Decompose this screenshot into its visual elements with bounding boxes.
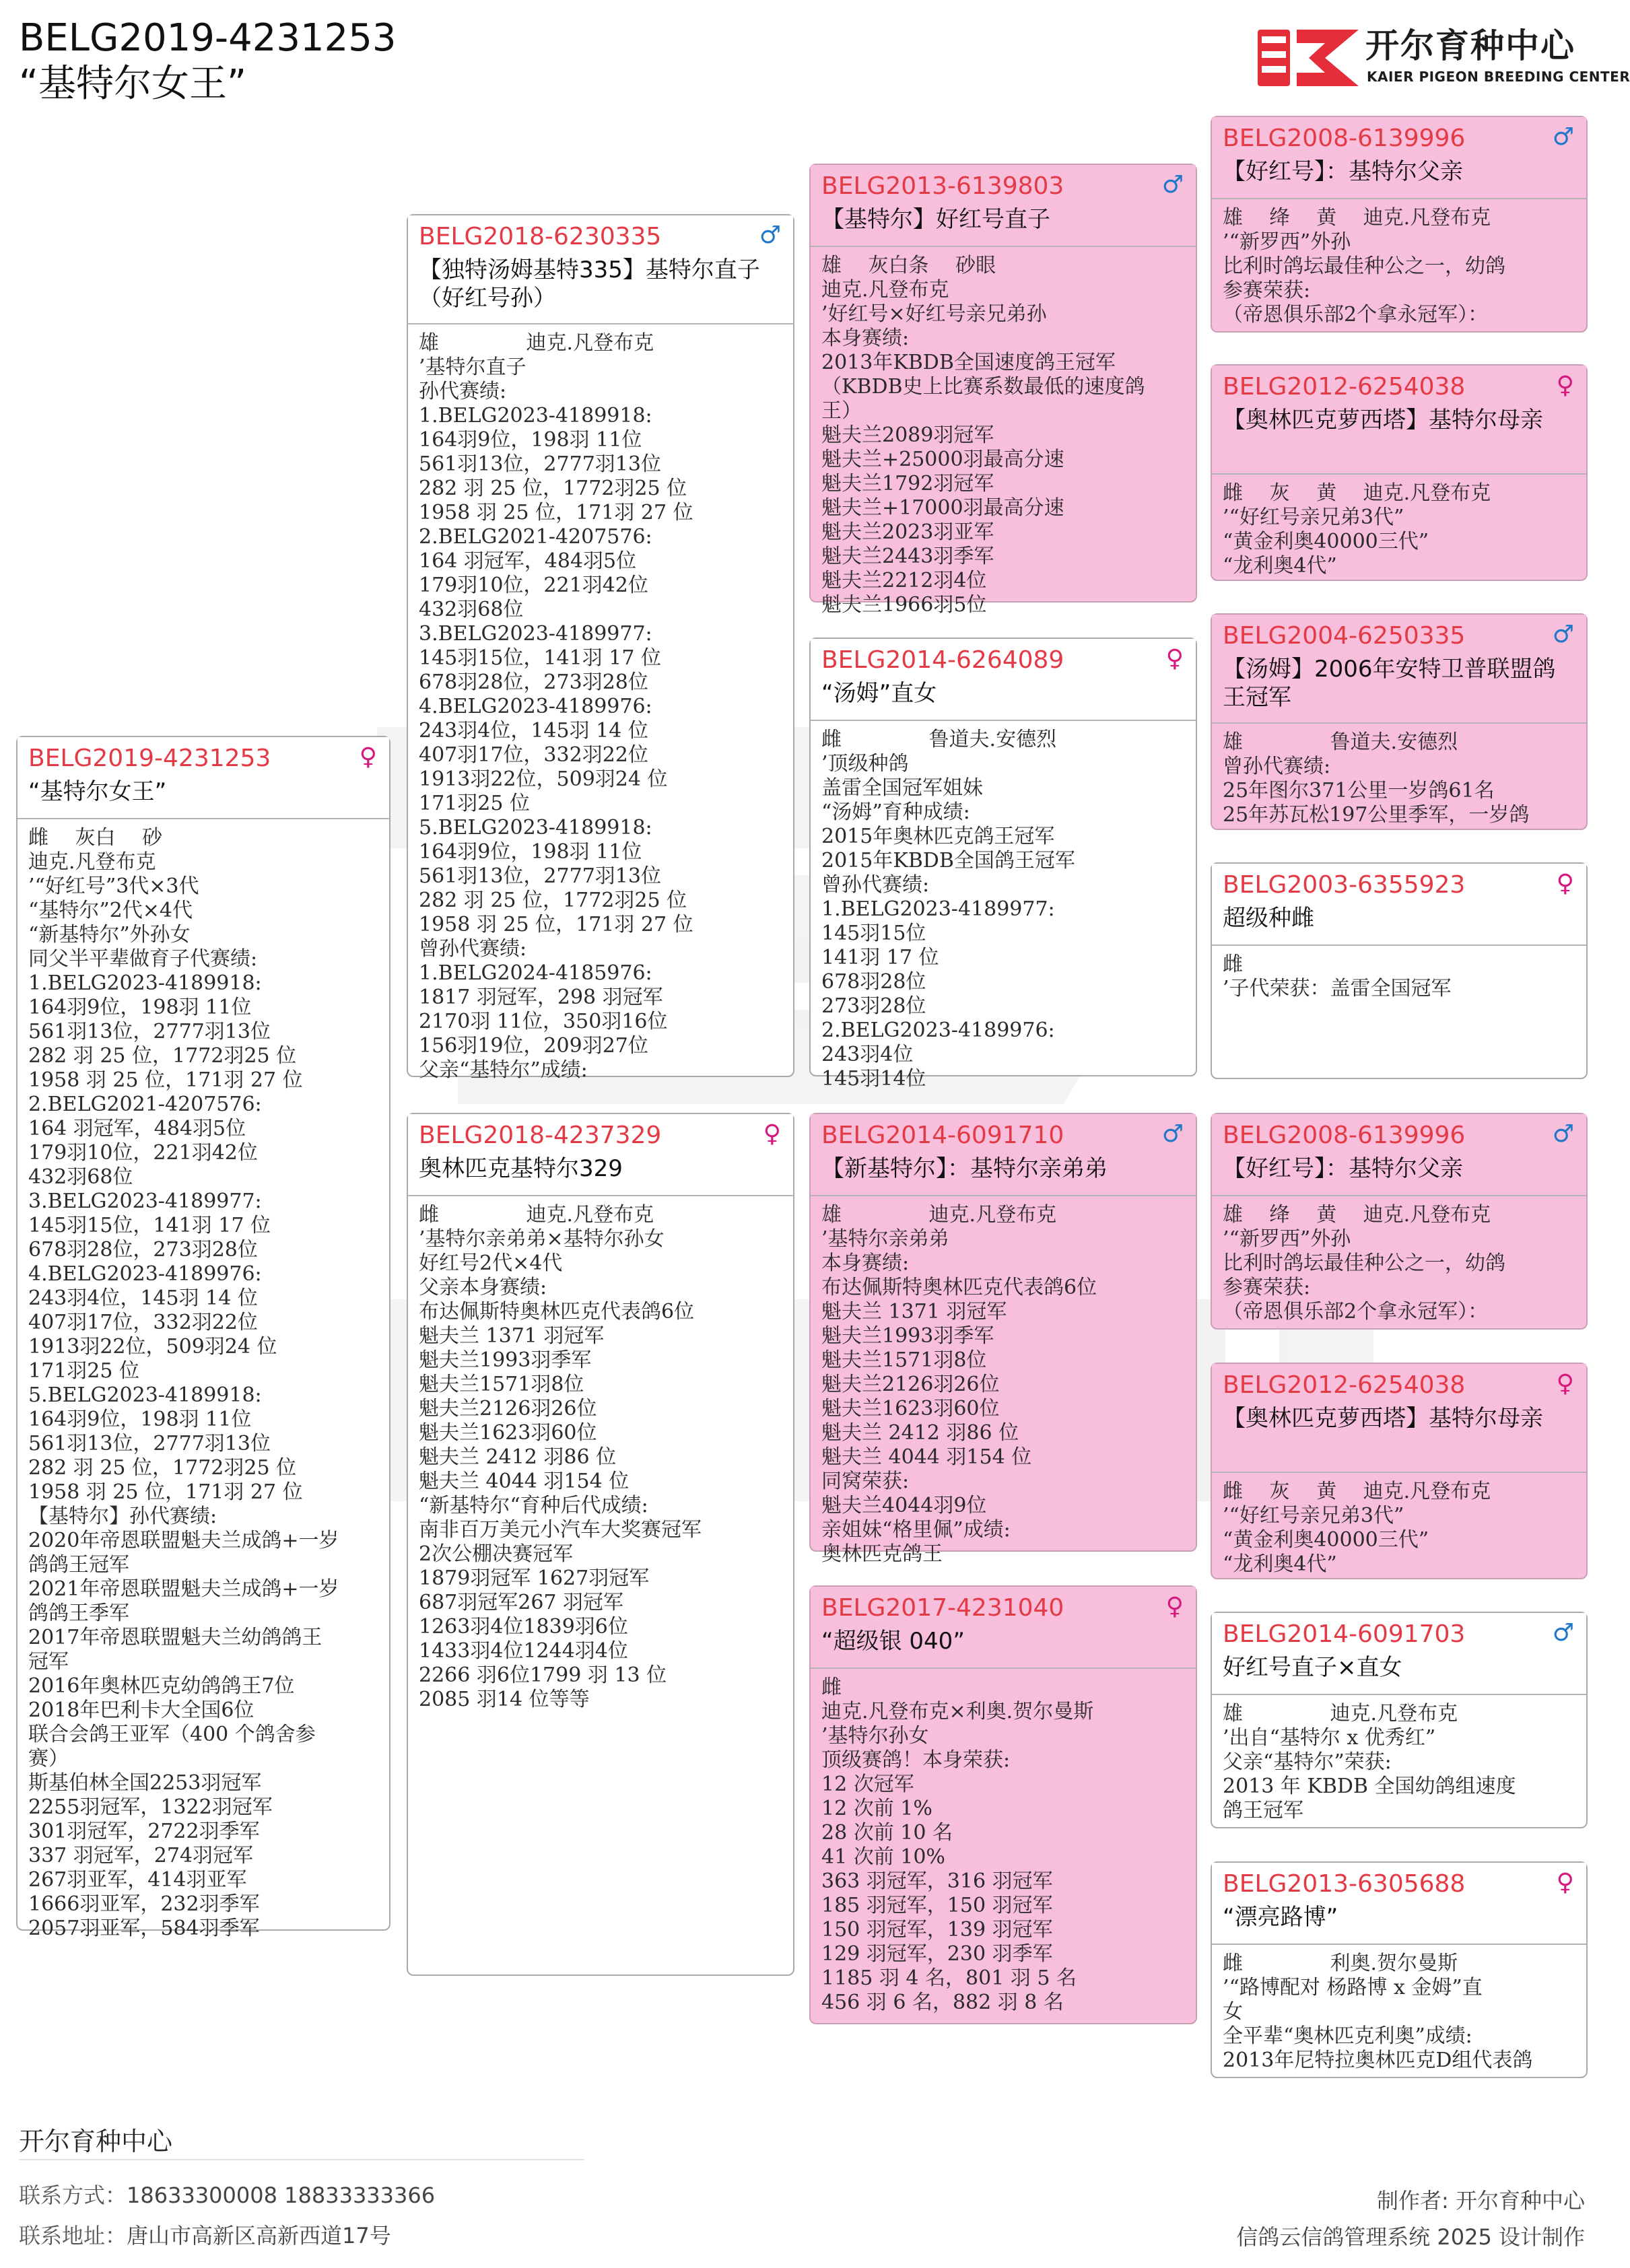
card-line: 参赛荣获: xyxy=(1223,279,1311,302)
card-line: 2255羽冠军，1322羽冠军 xyxy=(28,1795,273,1819)
card-line: 145羽15位，141羽 17 位 xyxy=(419,646,661,670)
card-line: 4.BELG2023-4189976: xyxy=(419,695,652,718)
card-body xyxy=(18,819,389,1940)
card-header xyxy=(1212,1114,1586,1196)
card-line: 雌 灰白 砂 xyxy=(28,826,163,850)
card-line: “龙利奥4代” xyxy=(1223,1552,1337,1576)
card-line: 171羽25 位 xyxy=(419,792,530,815)
card-line: “汤姆”育种成绩: xyxy=(821,800,970,824)
card-line: 赛） xyxy=(28,1747,69,1771)
card-line: 曾孙代赛绩: xyxy=(419,937,527,961)
sire-dam-sire-card[interactable] xyxy=(1211,613,1588,830)
card-line: 迪克.凡登布克 xyxy=(821,278,949,302)
card-line: 魁夫兰1571羽8位 xyxy=(821,1348,987,1372)
card-line: 鸽王冠军 xyxy=(1223,1799,1303,1822)
pigeon-title: “汤姆”直女 xyxy=(821,680,937,707)
pigeon-title: 【奥林匹克萝西塔】基特尔母亲 xyxy=(1223,1405,1543,1432)
card-line: 雄 迪克.凡登布克 xyxy=(821,1203,1057,1227)
dam-sire-sire-card[interactable] xyxy=(1211,1113,1588,1330)
card-line: 561羽13位，2777羽13位 xyxy=(419,452,661,476)
card-body xyxy=(1212,475,1586,580)
card-line: 王） xyxy=(821,399,862,423)
female-icon: ♀ xyxy=(1165,645,1184,673)
sire-sire-sire-card[interactable] xyxy=(1211,116,1588,333)
card-line: 1879羽冠军 1627羽冠军 xyxy=(419,1567,650,1590)
card-line: 曾孙代赛绩: xyxy=(821,873,930,897)
female-icon: ♀ xyxy=(1556,870,1574,897)
ring-number: BELG2017-4231040 xyxy=(821,1594,1064,1622)
card-line: 比利时鸽坛最佳种公之一，幼鸽 xyxy=(1223,254,1505,278)
card-line: ’“路博配对 杨路博 x 金姆”直 xyxy=(1223,1976,1483,1999)
card-line: 2266 羽6位1799 羽 13 位 xyxy=(419,1663,667,1687)
card-line: 2015年KBDB全国鸽王冠军 xyxy=(821,849,1075,872)
card-line: 282 羽 25 位，1772羽25 位 xyxy=(28,1456,297,1480)
card-header xyxy=(811,1587,1196,1669)
card-line: 164羽9位，198羽 11位 xyxy=(419,428,642,452)
card-body xyxy=(1212,1695,1586,1827)
card-line: 魁夫兰1571羽8位 xyxy=(419,1373,584,1396)
card-line: 561羽13位，2777羽13位 xyxy=(28,1432,271,1455)
footer-system: 信鸽云信鸽管理系统 2025 设计制作 xyxy=(1236,2224,1585,2250)
ring-number: BELG2012-6254038 xyxy=(1223,1371,1466,1399)
card-line: ’基特尔孙女 xyxy=(821,1724,929,1748)
card-line: 2016年奥林匹克幼鸽鸽王7位 xyxy=(28,1674,295,1698)
card-line: 150 羽冠军，139 羽冠军 xyxy=(821,1918,1053,1941)
card-line: 2次公棚决赛冠军 xyxy=(419,1542,574,1566)
card-line: 雄 绛 黄 迪克.凡登布克 xyxy=(1223,1203,1491,1227)
card-line: 2013年尼特拉奥林匹克D组代表鸽 xyxy=(1223,2049,1533,2072)
card-line: 1.BELG2024-4185976: xyxy=(419,961,652,985)
card-body xyxy=(408,324,793,1082)
card-line: 顶级赛鸽！本身荣获: xyxy=(821,1748,1011,1772)
card-line: “基特尔”2代×4代 xyxy=(28,899,193,922)
pigeon-title: 【好红号】：基特尔父亲 xyxy=(1223,1155,1463,1182)
card-line: 2.BELG2023-4189976: xyxy=(821,1019,1055,1042)
card-line: 561羽13位，2777羽13位 xyxy=(419,864,661,888)
card-line: 3.BELG2023-4189977: xyxy=(419,622,652,646)
ring-number: BELG2008-6139996 xyxy=(1223,1122,1466,1149)
card-line: 曾孙代赛绩: xyxy=(1223,755,1331,778)
card-line: ’基特尔亲弟弟 xyxy=(821,1227,949,1251)
card-header xyxy=(1212,1863,1586,1945)
card-line: 5.BELG2023-4189918: xyxy=(419,816,652,839)
ring-number: BELG2008-6139996 xyxy=(1223,125,1466,152)
footer-maker: 制作者: 开尔育种中心 xyxy=(1377,2188,1585,2213)
card-line: 432羽68位 xyxy=(419,598,524,621)
card-line: 2018年巴利卡大全国6位 xyxy=(28,1698,254,1722)
male-icon: ♂ xyxy=(1552,1619,1574,1647)
pigeon-title: 【独特汤姆基特335】基特尔直子（好红号孙） xyxy=(419,256,760,312)
card-body xyxy=(811,1196,1196,1566)
card-line: 魁夫兰4044羽9位 xyxy=(821,1494,987,1517)
pigeon-title: 【好红号】：基特尔父亲 xyxy=(1223,158,1463,185)
dam-dam-dam-card[interactable] xyxy=(1211,1861,1588,2078)
card-line: 1433羽4位1244羽4位 xyxy=(419,1639,628,1663)
card-line: 父亲本身赛绩: xyxy=(419,1276,547,1299)
card-line: 2057羽亚军，584羽季军 xyxy=(28,1917,260,1940)
card-line: 同父半平辈做育子代赛绩: xyxy=(28,947,258,971)
card-line: 魁夫兰1623羽60位 xyxy=(419,1421,597,1445)
card-line: （帝恩俱乐部2个拿永冠军）： xyxy=(1223,303,1489,327)
female-icon: ♀ xyxy=(763,1120,781,1148)
card-line: 2.BELG2021-4207576: xyxy=(419,525,652,549)
male-icon: ♂ xyxy=(759,221,781,249)
page-pigeon-name: “基特尔女王” xyxy=(19,62,247,106)
brand-logo-english: KAIER PIGEON BREEDING CENTER xyxy=(1367,69,1630,85)
card-line: 联合会鸽王亚军（400 个鸽舍参 xyxy=(28,1723,316,1746)
card-line: 魁夫兰2126羽26位 xyxy=(419,1397,597,1420)
card-header xyxy=(1212,615,1586,724)
card-header xyxy=(1212,1613,1586,1695)
card-body xyxy=(1212,946,1586,1078)
card-line: 魁夫兰2023羽亚军 xyxy=(821,520,994,544)
sire-sire-card[interactable] xyxy=(809,164,1197,617)
ring-number: BELG2004-6250335 xyxy=(1223,622,1466,650)
card-line: 432羽68位 xyxy=(28,1165,133,1189)
card-line: 273羽28位 xyxy=(821,994,926,1018)
male-icon: ♂ xyxy=(1552,1120,1574,1148)
card-line: 魁夫兰+17000羽最高分速 xyxy=(821,496,1064,520)
card-line: 鸽鸽王冠军 xyxy=(28,1553,129,1577)
card-line: 129 羽冠军，230 羽季军 xyxy=(821,1942,1053,1966)
dam-sire-card[interactable] xyxy=(809,1113,1197,1566)
card-line: 145羽15位 xyxy=(821,922,926,945)
card-line: 雄 灰白条 砂眼 xyxy=(821,254,996,277)
footer-divider xyxy=(19,2159,584,2160)
card-line: 父亲“基特尔”成绩: xyxy=(419,1058,588,1082)
card-line: 179羽10位，221羽42位 xyxy=(419,574,648,597)
dam-dam-card[interactable] xyxy=(809,1585,1197,2024)
card-line: 魁夫兰 4044 羽154 位 xyxy=(821,1445,1032,1469)
card-line: 456 羽 6 名，882 羽 8 名 xyxy=(821,1991,1064,2014)
card-line: ’“新罗西”外孙 xyxy=(1223,1227,1351,1251)
card-line: 2013 年 KBDB 全国幼鸽组速度 xyxy=(1223,1775,1516,1798)
sire-dam-card[interactable] xyxy=(809,638,1197,1091)
card-line: （KBDB史上比赛系数最低的速度鸽 xyxy=(821,375,1145,399)
pigeon-title: “漂亮路博” xyxy=(1223,1904,1338,1931)
card-line: ’“好红号亲兄弟3代” xyxy=(1223,1504,1404,1527)
card-line: 魁夫兰2212羽4位 xyxy=(821,569,987,592)
card-line: 407羽17位，332羽22位 xyxy=(28,1311,258,1334)
card-line: 雌 迪克.凡登布克 xyxy=(419,1203,654,1227)
female-icon: ♀ xyxy=(1556,372,1574,399)
contact-label: 联系方式： xyxy=(19,2183,127,2208)
card-line: 185 羽冠军，150 羽冠军 xyxy=(821,1894,1053,1917)
card-line: 2021年帝恩联盟魁夫兰成鸽+一岁 xyxy=(28,1577,339,1601)
card-body xyxy=(811,247,1196,617)
card-line: 魁夫兰1993羽季军 xyxy=(821,1324,994,1348)
card-header xyxy=(1212,864,1586,946)
card-line: 282 羽 25 位，1772羽25 位 xyxy=(28,1044,297,1068)
address-label: 联系地址： xyxy=(19,2223,127,2248)
card-line: 雄 迪克.凡登布克 xyxy=(419,331,654,355)
card-line: 斯基伯林全国2253羽冠军 xyxy=(28,1771,262,1795)
card-line: 678羽28位，273羽28位 xyxy=(419,671,648,694)
sire-sire-dam-card[interactable] xyxy=(1211,364,1588,581)
card-line: 魁夫兰1993羽季军 xyxy=(419,1348,592,1372)
card-line: 魁夫兰1792羽冠军 xyxy=(821,472,994,495)
card-line: 鸽鸽王季军 xyxy=(28,1602,129,1625)
card-line: 魁夫兰1623羽60位 xyxy=(821,1397,1000,1420)
card-line: 337 羽冠军，274羽冠军 xyxy=(28,1844,254,1867)
card-line: 5.BELG2023-4189918: xyxy=(28,1383,262,1407)
page-ring-number: BELG2019-4231253 xyxy=(19,16,397,60)
card-line: 1958 羽 25 位，171羽 27 位 xyxy=(28,1068,303,1092)
card-line: 雄 绛 黄 迪克.凡登布克 xyxy=(1223,206,1491,230)
card-body xyxy=(1212,724,1586,829)
female-icon: ♀ xyxy=(359,743,377,771)
card-body xyxy=(1212,1945,1586,2077)
card-line: ’“新罗西”外孙 xyxy=(1223,230,1351,254)
card-line: 2.BELG2021-4207576: xyxy=(28,1093,262,1116)
card-line: 164羽9位，198羽 11位 xyxy=(28,996,252,1019)
card-line: 雌 xyxy=(1223,953,1243,976)
dam-card[interactable] xyxy=(407,1113,794,1976)
card-line: 156羽19位，209羽27位 xyxy=(419,1034,648,1058)
card-line: 魁夫兰+25000羽最高分速 xyxy=(821,448,1064,471)
card-line: 2085 羽14 位等等 xyxy=(419,1688,590,1711)
card-line: 561羽13位，2777羽13位 xyxy=(28,1020,271,1043)
card-line: 魁夫兰1966羽5位 xyxy=(821,593,987,617)
card-body xyxy=(1212,199,1586,331)
card-line: ’出自“基特尔 x 优秀红” xyxy=(1223,1726,1436,1750)
card-line: 171羽25 位 xyxy=(28,1359,139,1383)
card-line: 雄 鲁道夫.安德烈 xyxy=(1223,730,1458,754)
card-line: 同窝荣获: xyxy=(821,1470,910,1493)
female-icon: ♀ xyxy=(1556,1869,1574,1896)
card-line: 本身赛绩: xyxy=(821,327,910,350)
card-line: 1958 羽 25 位，171羽 27 位 xyxy=(419,501,693,524)
card-line: 魁夫兰 1371 羽冠军 xyxy=(821,1300,1007,1324)
card-line: 28 次前 10 名 xyxy=(821,1821,953,1845)
contact-value: 18633300008 18833333366 xyxy=(127,2183,436,2208)
card-line: 1817 羽冠军，298 羽冠军 xyxy=(419,986,663,1009)
ring-number: BELG2014-6264089 xyxy=(821,646,1064,674)
brand-logo-chinese: 开尔育种中心 xyxy=(1365,26,1575,65)
card-body xyxy=(1212,1196,1586,1328)
pigeon-title: “基特尔女王” xyxy=(28,778,167,805)
card-header xyxy=(408,215,793,324)
card-line: 父亲“基特尔”荣获: xyxy=(1223,1750,1392,1774)
card-line: 243羽4位 xyxy=(821,1043,914,1066)
card-line: 1.BELG2023-4189918: xyxy=(28,971,262,995)
card-line: ’基特尔直子 xyxy=(419,355,527,379)
pigeon-title: 【奥林匹克萝西塔】基特尔母亲 xyxy=(1223,407,1543,434)
card-body xyxy=(1212,1473,1586,1578)
ring-number: BELG2013-6305688 xyxy=(1223,1870,1466,1898)
card-line: 魁夫兰2443羽季军 xyxy=(821,545,994,568)
card-line: 2020年帝恩联盟魁夫兰成鸽+一岁 xyxy=(28,1529,339,1552)
female-icon: ♀ xyxy=(1165,1593,1184,1620)
card-line: 【基特尔】孙代赛绩: xyxy=(28,1505,217,1528)
card-line: 魁夫兰 1371 羽冠军 xyxy=(419,1324,605,1348)
pigeon-title: “超级银 040” xyxy=(821,1628,965,1655)
card-line: 243羽4位，145羽 14 位 xyxy=(28,1286,258,1310)
card-line: 1913羽22位，509羽24 位 xyxy=(419,767,668,791)
card-line: 2017年帝恩联盟魁夫兰幼鸽鸽王 xyxy=(28,1626,322,1649)
card-line: ’顶级种鸽 xyxy=(821,752,909,776)
card-line: 2170羽 11位，350羽16位 xyxy=(419,1010,668,1033)
card-header xyxy=(811,639,1196,721)
card-line: 12 次冠军 xyxy=(821,1773,914,1796)
female-icon: ♀ xyxy=(1556,1370,1574,1398)
card-line: 282 羽 25 位，1772羽25 位 xyxy=(419,889,687,912)
card-line: 1913羽22位，509羽24 位 xyxy=(28,1335,277,1359)
card-line: 2015年奥林匹克鸽王冠军 xyxy=(821,825,1055,848)
card-line: 布达佩斯特奥林匹克代表鸽6位 xyxy=(419,1300,695,1324)
card-body xyxy=(811,1669,1196,2023)
card-header xyxy=(811,165,1196,247)
card-line: 1185 羽 4 名，801 羽 5 名 xyxy=(821,1966,1077,1990)
card-line: 本身赛绩: xyxy=(821,1251,910,1275)
card-line: 41 次前 10% xyxy=(821,1845,945,1869)
card-line: 冠军 xyxy=(28,1650,69,1674)
card-line: 164 羽冠军，484羽5位 xyxy=(419,549,637,573)
ring-number: BELG2018-6230335 xyxy=(419,223,662,250)
card-line: 魁夫兰 2412 羽86 位 xyxy=(419,1445,617,1469)
card-line: 25年苏瓦松197公里季军，一岁鸽 xyxy=(1223,803,1530,827)
card-line: 301羽冠军，2722羽季军 xyxy=(28,1820,260,1843)
card-line: 迪克.凡登布克×利奥.贺尔曼斯 xyxy=(821,1700,1094,1723)
card-line: 魁夫兰 2412 羽86 位 xyxy=(821,1421,1019,1445)
card-line: 比利时鸽坛最佳种公之一，幼鸽 xyxy=(1223,1251,1505,1275)
ring-number: BELG2014-6091703 xyxy=(1223,1620,1466,1648)
card-line: 25年图尔371公里一岁鸽61名 xyxy=(1223,779,1495,802)
ring-number: BELG2012-6254038 xyxy=(1223,373,1466,401)
card-line: 盖雷全国冠军姐妹 xyxy=(821,776,983,800)
card-line: 282 羽 25 位，1772羽25 位 xyxy=(419,477,687,500)
male-icon: ♂ xyxy=(1161,1120,1184,1148)
pigeon-title: 【汤姆】2006年安特卫普联盟鸽王冠军 xyxy=(1223,656,1556,711)
card-line: 179羽10位，221羽42位 xyxy=(28,1141,258,1165)
card-line: 1666羽亚军，232羽季军 xyxy=(28,1892,260,1916)
card-line: 141羽 17 位 xyxy=(821,946,939,969)
pigeon-title: 超级种雌 xyxy=(1223,905,1314,932)
card-line: 布达佩斯特奥林匹克代表鸽6位 xyxy=(821,1276,1097,1299)
card-line: 1.BELG2023-4189977: xyxy=(821,897,1055,921)
card-header xyxy=(1212,366,1586,475)
card-line: 12 次前 1% xyxy=(821,1797,932,1820)
card-line: 4.BELG2023-4189976: xyxy=(28,1262,262,1286)
card-line: 魁夫兰2126羽26位 xyxy=(821,1373,1000,1396)
male-icon: ♂ xyxy=(1161,171,1184,199)
card-line: 407羽17位，332羽22位 xyxy=(419,743,648,767)
card-line: 参赛荣获: xyxy=(1223,1276,1311,1299)
card-line: 南非百万美元小汽车大奖赛冠军 xyxy=(419,1518,702,1542)
card-line: 迪克.凡登布克 xyxy=(28,850,156,874)
card-line: “新基特尔”外孙女 xyxy=(28,923,191,947)
card-line: 雌 xyxy=(821,1676,842,1699)
card-line: 1958 羽 25 位，171羽 27 位 xyxy=(28,1480,303,1504)
card-line: 雌 鲁道夫.安德烈 xyxy=(821,728,1057,751)
card-line: 243羽4位，145羽 14 位 xyxy=(419,719,648,743)
card-line: “黄金利奥40000三代” xyxy=(1223,1528,1429,1552)
card-line: “新基特尔“育种后代成绩: xyxy=(419,1494,648,1517)
card-header xyxy=(18,737,389,819)
card-line: 雌 灰 黄 迪克.凡登布克 xyxy=(1223,481,1491,505)
card-header xyxy=(408,1114,793,1196)
ring-number: BELG2013-6139803 xyxy=(821,172,1064,200)
dam-dam-sire-card[interactable] xyxy=(1211,1612,1588,1828)
card-line: 2013年KBDB全国速度鸽王冠军 xyxy=(821,351,1116,374)
card-line: 164羽9位，198羽 11位 xyxy=(28,1408,252,1431)
card-line: ’基特尔亲弟弟×基特尔孙女 xyxy=(419,1227,665,1251)
pigeon-title: 【新基特尔】：基特尔亲弟弟 xyxy=(821,1155,1108,1182)
card-line: 雄 迪克.凡登布克 xyxy=(1223,1702,1458,1725)
address-value: 唐山市高新区高新西道17号 xyxy=(127,2223,391,2248)
pigeon-title: 好红号直子×直女 xyxy=(1223,1654,1402,1681)
card-line: 363 羽冠军，316 羽冠军 xyxy=(821,1869,1053,1893)
card-header xyxy=(1212,1364,1586,1473)
sire-dam-dam-card[interactable] xyxy=(1211,862,1588,1079)
card-line: 1958 羽 25 位，171羽 27 位 xyxy=(419,913,693,936)
card-body xyxy=(408,1196,793,1974)
card-body xyxy=(811,721,1196,1091)
card-line: ’子代荣获：盖雷全国冠军 xyxy=(1223,977,1452,1000)
ring-number: BELG2018-4237329 xyxy=(419,1122,662,1149)
card-line: 164 羽冠军，484羽5位 xyxy=(28,1117,246,1140)
card-line: 678羽28位 xyxy=(821,970,926,994)
card-line: 好红号2代×4代 xyxy=(419,1251,563,1275)
card-line: ’“好红号”3代×3代 xyxy=(28,874,199,898)
card-line: 267羽亚军，414羽亚军 xyxy=(28,1868,247,1892)
card-line: “龙利奥4代” xyxy=(1223,554,1337,578)
card-line: 雌 利奥.贺尔曼斯 xyxy=(1223,1952,1458,1975)
pigeon-title: 【基特尔】好红号直子 xyxy=(821,206,1050,233)
card-line: 145羽14位 xyxy=(821,1067,926,1091)
footer-address xyxy=(19,2219,391,2250)
card-line: 魁夫兰 4044 羽154 位 xyxy=(419,1470,630,1493)
card-header xyxy=(1212,117,1586,199)
footer-contact xyxy=(19,2178,435,2209)
ring-number: BELG2003-6355923 xyxy=(1223,871,1466,899)
card-line: 魁夫兰2089羽冠军 xyxy=(821,423,994,447)
dam-sire-dam-card[interactable] xyxy=(1211,1363,1588,1579)
male-icon: ♂ xyxy=(1552,621,1574,648)
card-line: 3.BELG2023-4189977: xyxy=(28,1190,262,1213)
card-line: 1.BELG2023-4189918: xyxy=(419,404,652,427)
card-line: 女 xyxy=(1223,2000,1243,2024)
card-line: 687羽冠军267 羽冠军 xyxy=(419,1591,624,1614)
card-header xyxy=(811,1114,1196,1196)
ring-number: BELG2014-6091710 xyxy=(821,1122,1064,1149)
card-line: 164羽9位，198羽 11位 xyxy=(419,840,642,864)
card-line: 全平辈“奥林匹克利奥”成绩: xyxy=(1223,2024,1472,2048)
male-icon: ♂ xyxy=(1552,123,1574,151)
card-line: 1263羽4位1839羽6位 xyxy=(419,1615,628,1639)
pigeon-title: 奥林匹克基特尔329 xyxy=(419,1155,623,1182)
card-line: 678羽28位，273羽28位 xyxy=(28,1238,258,1262)
card-line: 亲姐妹“格里佩”成绩: xyxy=(821,1518,1011,1542)
card-line: 孙代赛绩: xyxy=(419,380,507,403)
card-line: 奥林匹克鸽王 xyxy=(821,1542,943,1566)
ring-number: BELG2019-4231253 xyxy=(28,745,271,772)
card-line: （帝恩俱乐部2个拿永冠军）： xyxy=(1223,1300,1489,1324)
card-line: ’好红号×好红号亲兄弟孙 xyxy=(821,302,1047,326)
subject-card[interactable] xyxy=(16,736,390,1940)
card-line: “黄金利奥40000三代” xyxy=(1223,530,1429,553)
footer-title: 开尔育种中心 xyxy=(19,2127,173,2156)
card-line: ’“好红号亲兄弟3代” xyxy=(1223,506,1404,529)
card-line: 雌 灰 黄 迪克.凡登布克 xyxy=(1223,1480,1491,1503)
sire-card[interactable] xyxy=(407,214,794,1082)
card-line: 145羽15位，141羽 17 位 xyxy=(28,1214,271,1237)
